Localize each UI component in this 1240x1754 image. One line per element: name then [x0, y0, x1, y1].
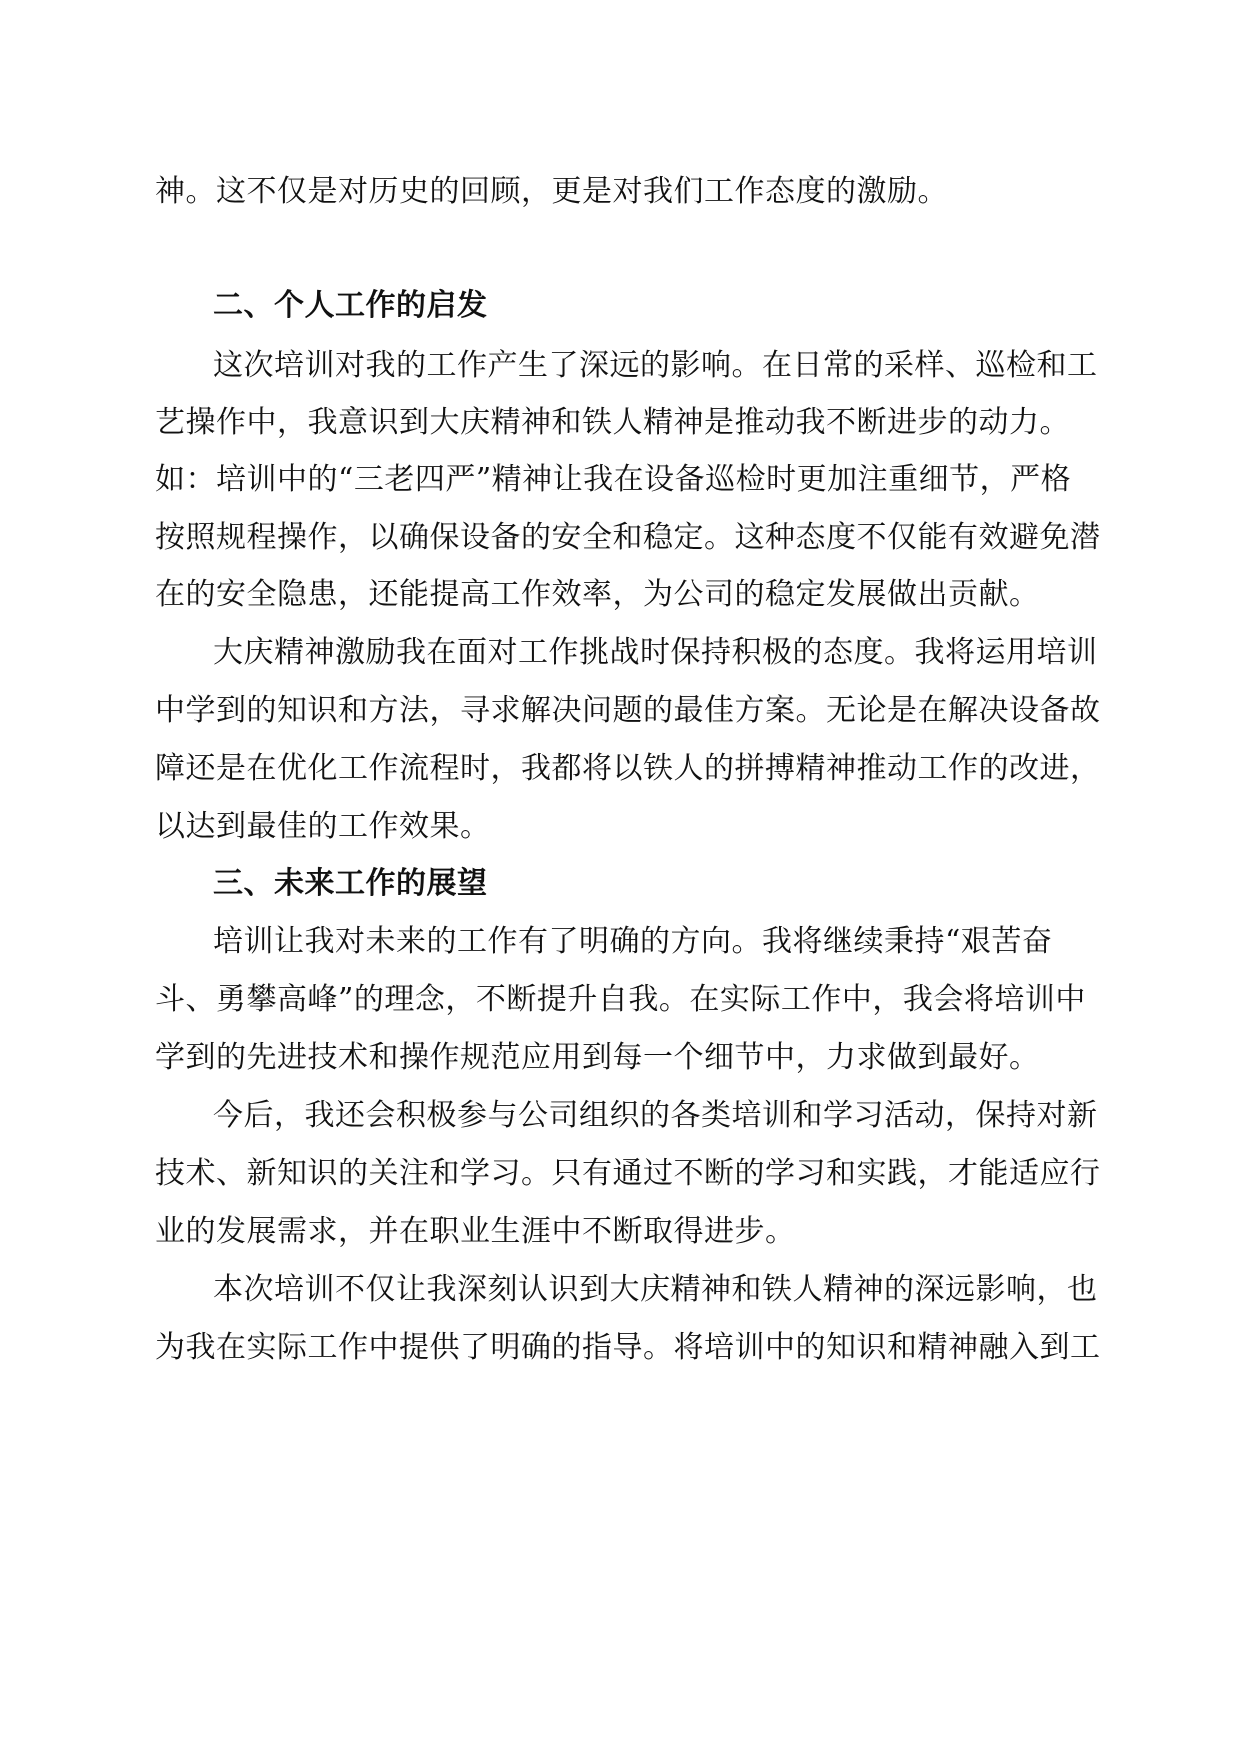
- paragraph-line: 今后，我还会积极参与公司组织的各类培训和学习活动，保持对新: [213, 1098, 1098, 1133]
- paragraph-line: 以达到最佳的工作效果。: [155, 809, 491, 844]
- paragraph-line: 技术、新知识的关注和学习。只有通过不断的学习和实践，才能适应行: [155, 1156, 1101, 1191]
- section-heading: 三、未来工作的展望: [213, 866, 488, 901]
- paragraph-line: 为我在实际工作中提供了明确的指导。将培训中的知识和精神融入到工: [155, 1330, 1101, 1365]
- paragraph-line: 斗、勇攀高峰”的理念，不断提升自我。在实际工作中，我会将培训中: [155, 982, 1086, 1017]
- paragraph-line: 神。这不仅是对历史的回顾，更是对我们工作态度的激励。: [155, 174, 948, 209]
- paragraph-line: 业的发展需求，并在职业生涯中不断取得进步。: [155, 1214, 796, 1249]
- paragraph-line: 在的安全隐患，还能提高工作效率，为公司的稳定发展做出贡献。: [155, 577, 1040, 612]
- paragraph-line: 本次培训不仅让我深刻认识到大庆精神和铁人精神的深远影响，也: [213, 1272, 1098, 1307]
- paragraph-line: 如：培训中的“三老四严”精神让我在设备巡检时更加注重细节，严格: [155, 462, 1072, 497]
- paragraph-line: 这次培训对我的工作产生了深远的影响。在日常的采样、巡检和工: [213, 348, 1098, 383]
- paragraph-line: 培训让我对未来的工作有了明确的方向。我将继续秉持“艰苦奋: [213, 924, 1053, 959]
- paragraph-line: 学到的先进技术和操作规范应用到每一个细节中，力求做到最好。: [155, 1040, 1040, 1075]
- paragraph-line: 障还是在优化工作流程时，我都将以铁人的拼搏精神推动工作的改进，: [155, 751, 1101, 786]
- section-heading: 二、个人工作的启发: [213, 288, 488, 323]
- paragraph-line: 中学到的知识和方法，寻求解决问题的最佳方案。无论是在解决设备故: [155, 693, 1101, 728]
- paragraph-line: 大庆精神激励我在面对工作挑战时保持积极的态度。我将运用培训: [213, 635, 1098, 670]
- paragraph-line: 艺操作中，我意识到大庆精神和铁人精神是推动我不断进步的动力。: [155, 405, 1070, 440]
- paragraph-line: 按照规程操作，以确保设备的安全和稳定。这种态度不仅能有效避免潜: [155, 520, 1101, 555]
